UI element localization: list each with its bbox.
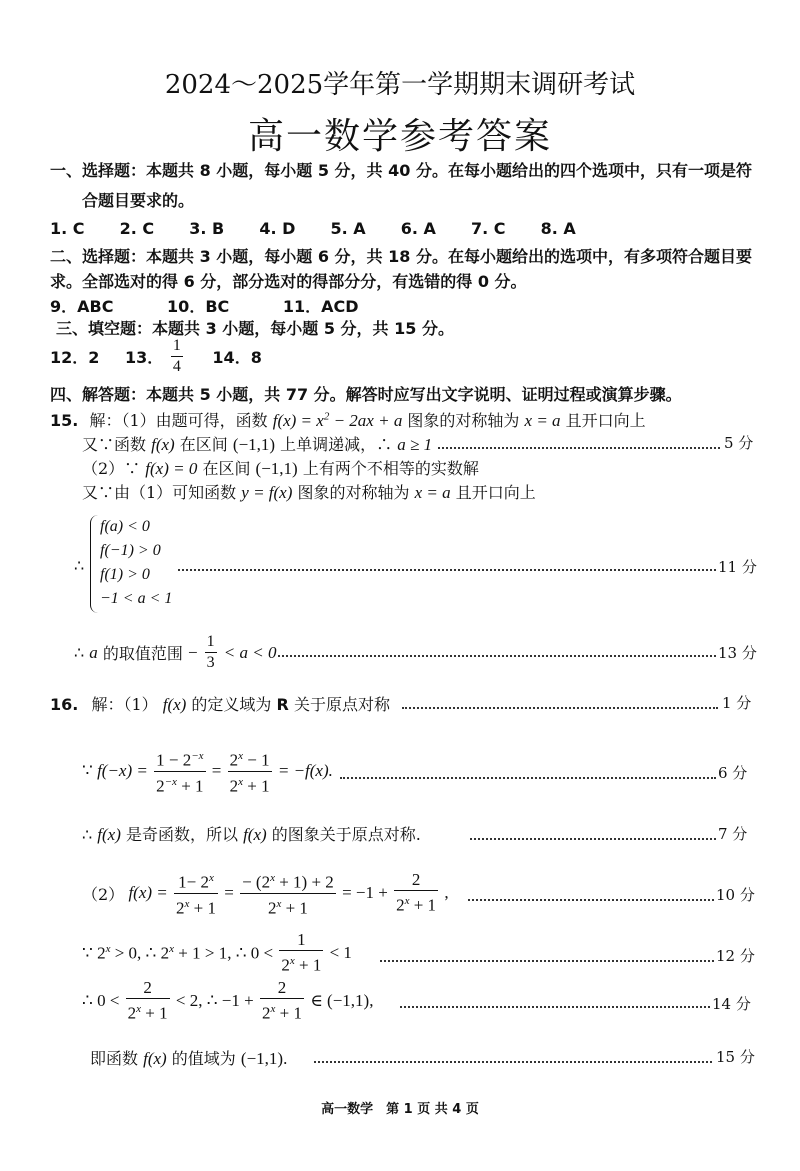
- q16-line6: ∴ 0 < $\frac{2}{2^x + 1}$ < 2, ∴ −1 + $\frac{2}{2^x + 1}$ ∈ (−1,1),: [82, 978, 374, 1023]
- answer-6: 6. A: [400, 219, 436, 238]
- q16-line5: ∵ $2^x > 0$, ∴ $2^x + 1 > 1$, ∴ 0 < $\frac{1}{2^x + 1}$ < 1: [82, 930, 352, 975]
- q15-system-row: f(−1) > 0: [100, 542, 161, 559]
- answer-11: 11．ACD: [282, 297, 359, 316]
- section2-answers: [50, 294, 359, 317]
- exam-title: 2024～2025学年第一学期期末调研考试: [164, 70, 636, 100]
- q15-system-row: −1 < a < 1: [100, 590, 173, 607]
- answer-14: 14．8: [212, 348, 262, 367]
- q15-brace: [90, 515, 99, 613]
- answer-10: 10．BC: [167, 297, 230, 316]
- q16-frac-g: $\frac{2}{2^x + 1}$: [127, 978, 168, 1023]
- q15-line2: 又∵函数 f(x) 在区间 (−1,1) 上单调递减，∴ a ≥ 1: [82, 435, 433, 454]
- section2-heading-line1: 二、选择题：本题共 3 小题，每小题 6 分，共 18 分。在每小题给出的选项中，有多项符合题目要: [50, 247, 752, 266]
- q16-score-7: 15 分: [716, 1048, 755, 1066]
- q15-axis-text: 图象的对称轴为: [407, 411, 520, 430]
- answer-13-label: 13．: [124, 348, 164, 367]
- q15-intro: 解：（1）由题可得，函数: [89, 411, 268, 430]
- q15-score-3: 13 分: [718, 644, 757, 662]
- q15-function: $f(x) = x^2 - 2ax + a$: [272, 410, 403, 430]
- q15-line1: [50, 408, 646, 431]
- answer-8: 8. A: [540, 219, 576, 238]
- answer-4: 4. D: [259, 219, 296, 238]
- answer-1: 1. C: [50, 219, 85, 238]
- q15-leader-3: [278, 655, 716, 657]
- q16-leader-4: [468, 899, 714, 901]
- q15-opens: 且开口向上: [565, 411, 646, 430]
- q16-score-3: 7 分: [718, 825, 748, 843]
- q16-score-2: 6 分: [718, 764, 748, 782]
- q16-frac-h: $\frac{2}{2^x + 1}$: [261, 978, 302, 1023]
- section4-heading: 四、解答题：本题共 5 小题，共 77 分。解答时应写出文字说明、证明过程或演算步骤。: [50, 385, 682, 404]
- q15-score-2: 11 分: [718, 558, 757, 576]
- q16-score-1: 1 分: [722, 694, 752, 712]
- q16-line2: ∵ f(−x) = $\frac{1 - 2^{-x}}{2^{-x} + 1}$ = $\frac{2^x - 1}{2^x + 1}$ = −f(x).: [82, 746, 333, 794]
- q15-axis: x = a: [524, 411, 561, 430]
- q16-line3: ∴ f(x) 是奇函数，所以 f(x) 的图象关于原点对称.: [82, 825, 421, 844]
- q16-leader-7: [314, 1061, 712, 1063]
- q16-score-5: 12 分: [716, 947, 755, 965]
- q16-number: 16.: [50, 695, 79, 714]
- section2-heading-line2: 求。全部选对的得 6 分，部分选对的得部分分，有选错的得 0 分。: [50, 272, 527, 291]
- answer-13-denominator: 4: [172, 358, 181, 375]
- answer-13-fraction: [171, 336, 183, 377]
- q15-leader-1: [438, 447, 720, 449]
- answer-9: 9．ABC: [50, 297, 114, 316]
- q15-system-row: f(a) < 0: [100, 518, 150, 535]
- q16-frac-b: $\frac{2^x - 1}{2^x + 1}$: [228, 746, 272, 796]
- q16-score-4: 10 分: [716, 886, 755, 904]
- section3-answers: [50, 336, 262, 380]
- answer-13-numerator: 1: [171, 336, 183, 357]
- q15-line6: ∴ a 的取值范围 − $\frac{1}{3}$ < a < 0: [74, 633, 277, 671]
- answer-12: 12．2: [50, 348, 100, 367]
- q16-score-6: 14 分: [712, 995, 751, 1013]
- q16-frac-e: $\frac{2}{2^x + 1}$: [396, 870, 437, 915]
- q16-line1: 16. 解：（1） f(x) 的定义域为 R 关于原点对称: [50, 695, 390, 714]
- subject-title: 高一数学参考答案: [247, 116, 552, 157]
- q16-leader-3: [470, 838, 716, 840]
- q16-frac-a: $\frac{1 - 2^{-x}}{2^{-x} + 1}$: [154, 746, 205, 796]
- q16-leader-2: [340, 777, 716, 779]
- q15-line3: （2）∵ f(x) = 0 在区间 (−1,1) 上有两个不相等的实数解: [82, 459, 479, 478]
- answer-7: 7. C: [471, 219, 506, 238]
- section1-heading-line1: 一、选择题：本题共 8 小题，每小题 5 分，共 40 分。在每小题给出的四个选项中，只有一项是符: [50, 161, 752, 180]
- q15-leader-2: [178, 569, 716, 571]
- page-footer: 高一数学 第 1 页 共 4 页: [321, 1102, 479, 1117]
- answer-5: 5. A: [330, 219, 366, 238]
- q16-leader-5: [380, 960, 714, 962]
- q15-number: 15.: [50, 411, 79, 430]
- q15-system: [100, 515, 172, 611]
- section3-heading: 三、填空题：本题共 3 小题，每小题 5 分，共 15 分。: [56, 319, 454, 338]
- q16-leader-6: [400, 1006, 710, 1008]
- q15-score-1: 5 分: [724, 434, 754, 452]
- answer-2: 2. C: [119, 219, 155, 238]
- section1-answers: [50, 219, 576, 238]
- q16-line7: 即函数 f(x) 的值域为 (−1,1).: [90, 1049, 288, 1068]
- q15-line4: 又∵由（1）可知函数 y = f(x) 图象的对称轴为 x = a 且开口向上: [82, 483, 536, 502]
- answer-3: 3. B: [189, 219, 225, 238]
- q16-frac-d: $\frac{- (2^x + 1) + 2}{2^x + 1}$: [240, 868, 336, 918]
- q16-frac-f: $\frac{1}{2^x + 1}$: [281, 930, 322, 975]
- section1-heading-line2: 合题目要求的。: [82, 191, 195, 210]
- q15-system-row: f(1) > 0: [100, 566, 150, 583]
- q15-fraction: $\frac{1}{3}$: [206, 633, 215, 671]
- q16-line4: （2） f(x) = $\frac{1- 2^x}{2^x + 1}$ = $\frac{- (2^x + 1) + 2}{2^x + 1}$ = −1 + $\frac{2}{2^x + 1}$ ,: [82, 868, 449, 916]
- q16-leader-1: [402, 707, 718, 709]
- q16-frac-c: $\frac{1- 2^x}{2^x + 1}$: [174, 868, 218, 918]
- q15-therefore: ∴: [74, 556, 85, 575]
